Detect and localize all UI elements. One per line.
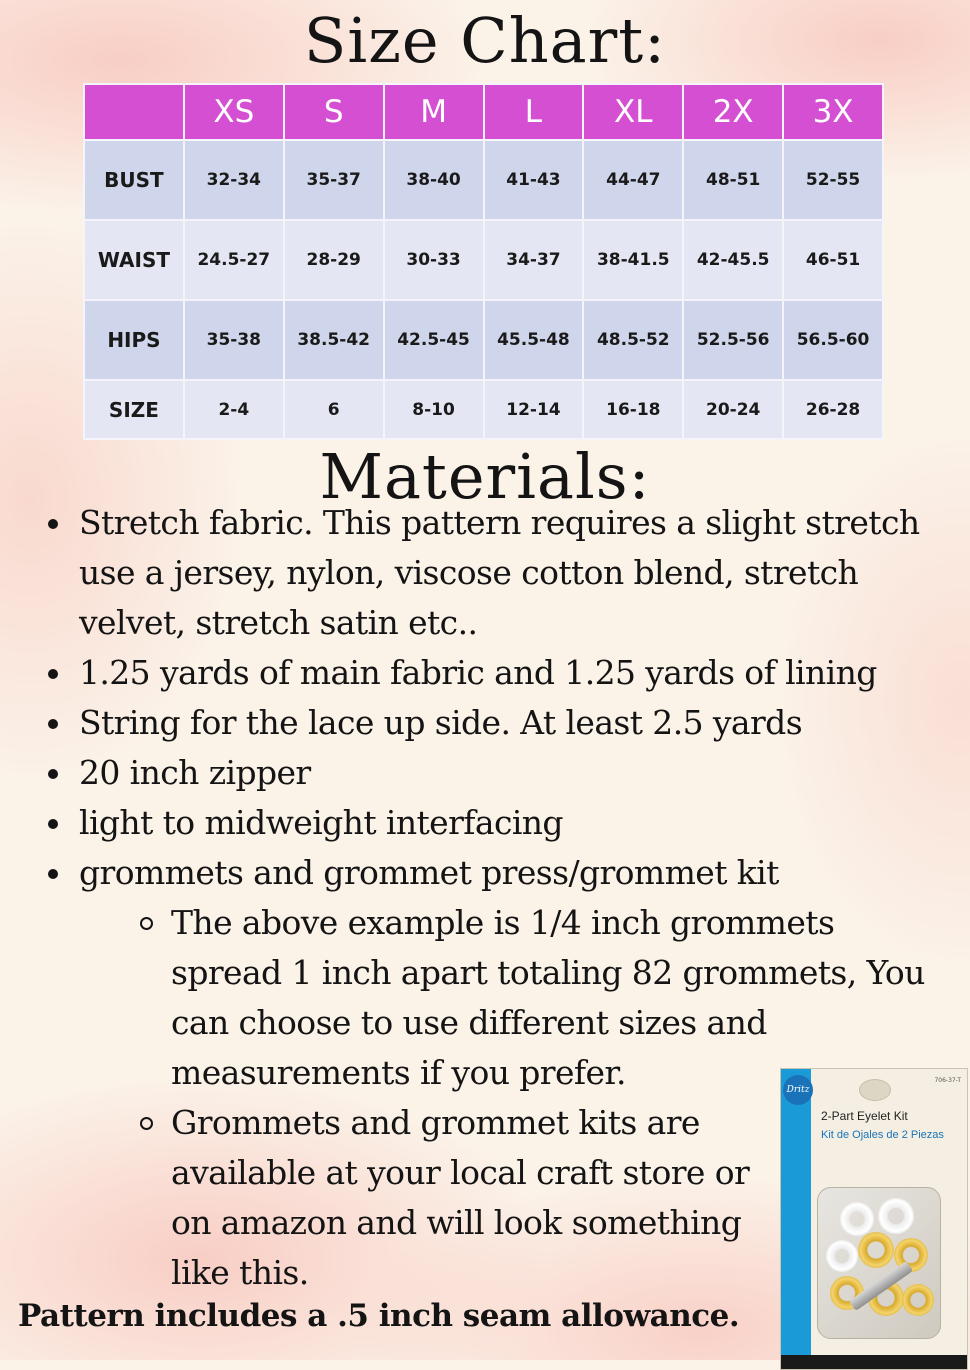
table-cell: 42-45.5 <box>683 220 783 300</box>
eyelet-gold <box>858 1232 894 1268</box>
table-cell: 26-28 <box>783 380 883 439</box>
table-cell: 38-40 <box>384 140 484 220</box>
header-size-cell: M <box>384 84 484 140</box>
table-cell: 16-18 <box>583 380 683 439</box>
hang-hole <box>859 1079 891 1101</box>
header-size-cell: 2X <box>683 84 783 140</box>
table-cell: 38.5-42 <box>284 300 384 380</box>
table-cell: 41-43 <box>484 140 584 220</box>
sub-list-item-text: Grommets and grommet kits are available at your local craft store or on amazon and will look something like this. <box>171 1103 750 1292</box>
eyelet-kit-package-image <box>780 1068 968 1370</box>
row-label: HIPS <box>84 300 184 380</box>
table-cell: 35-38 <box>184 300 284 380</box>
sub-list-item: The above example is 1/4 inch grommets spread 1 inch apart totaling 82 grommets, You can choose to use different sizes and measurements if you prefer. <box>140 898 948 1098</box>
product-sku: 706-37-T <box>934 1077 961 1084</box>
table-cell: 24.5-27 <box>184 220 284 300</box>
header-size-cell: XL <box>583 84 683 140</box>
row-label: BUST <box>84 140 184 220</box>
size-chart-table <box>83 83 884 440</box>
row-label: WAIST <box>84 220 184 300</box>
table-cell: 52-55 <box>783 140 883 220</box>
table-cell: 45.5-48 <box>484 300 584 380</box>
list-item: 1.25 yards of main fabric and 1.25 yards of lining <box>48 648 948 698</box>
header-corner-cell <box>84 84 184 140</box>
eyelet-silver <box>826 1240 858 1272</box>
table-cell: 48-51 <box>683 140 783 220</box>
package-stripe <box>781 1069 811 1369</box>
size-chart-title: Size Chart: <box>303 4 667 77</box>
table-cell: 38-41.5 <box>583 220 683 300</box>
header-size-cell: S <box>284 84 384 140</box>
table-cell: 8-10 <box>384 380 484 439</box>
size-chart-header-row <box>84 84 883 140</box>
eyelet-gold <box>902 1284 934 1316</box>
list-item: String for the lace up side. At least 2.5 yards <box>48 698 948 748</box>
product-name-spanish: Kit de Ojales de 2 Piezas <box>821 1129 944 1141</box>
header-size-cell: L <box>484 84 584 140</box>
product-name: 2-Part Eyelet Kit <box>821 1109 908 1123</box>
eyelet-silver <box>878 1198 914 1234</box>
materials-title: Materials: <box>319 440 651 513</box>
header-size-cell: XS <box>184 84 284 140</box>
table-cell: 46-51 <box>783 220 883 300</box>
table-row-size <box>84 380 883 439</box>
header-size-cell: 3X <box>783 84 883 140</box>
table-cell: 28-29 <box>284 220 384 300</box>
package-bottom-band <box>781 1355 967 1369</box>
table-cell: 6 <box>284 380 384 439</box>
blister-pack <box>817 1187 941 1339</box>
seam-allowance-note: Pattern includes a .5 inch seam allowance. <box>18 1298 740 1334</box>
eyelet-silver <box>840 1202 874 1236</box>
table-cell: 44-47 <box>583 140 683 220</box>
list-item: 20 inch zipper <box>48 748 948 798</box>
table-row-hips <box>84 300 883 380</box>
table-cell: 48.5-52 <box>583 300 683 380</box>
brand-logo: Dritz <box>783 1075 813 1105</box>
table-cell: 56.5-60 <box>783 300 883 380</box>
table-row-waist <box>84 220 883 300</box>
table-row-bust <box>84 140 883 220</box>
table-cell: 32-34 <box>184 140 284 220</box>
table-cell: 20-24 <box>683 380 783 439</box>
table-cell: 30-33 <box>384 220 484 300</box>
list-item: Stretch fabric. This pattern requires a slight stretch use a jersey, nylon, viscose cotton blend, stretch velvet, stretch satin etc.. <box>48 498 948 648</box>
table-cell: 52.5-56 <box>683 300 783 380</box>
row-label: SIZE <box>84 380 184 439</box>
list-item: light to midweight interfacing <box>48 798 948 848</box>
table-cell: 34-37 <box>484 220 584 300</box>
table-cell: 35-37 <box>284 140 384 220</box>
table-cell: 42.5-45 <box>384 300 484 380</box>
table-cell: 2-4 <box>184 380 284 439</box>
table-cell: 12-14 <box>484 380 584 439</box>
list-item-text: grommets and grommet press/grommet kit <box>79 853 779 892</box>
